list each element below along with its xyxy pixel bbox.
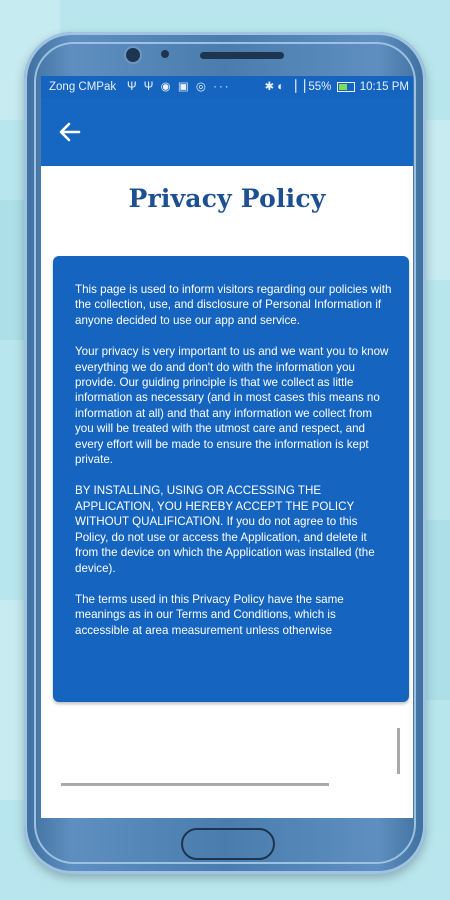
notification-icons: Ψ Ψ ◉ ▣ ◎ ··· xyxy=(127,81,231,93)
vertical-scrollbar[interactable] xyxy=(397,728,400,774)
battery-fill xyxy=(339,84,347,90)
earpiece-speaker xyxy=(200,52,284,59)
policy-paragraph: This page is used to inform visitors regarding our policies with the collection, use, and disclosure of Personal Information if anyone decided to use our app and service. xyxy=(75,283,392,327)
proximity-sensor xyxy=(161,50,169,58)
policy-paragraph: Your privacy is very important to us and we want you to know everything we do and don't do with the information you provide. Our guiding principle is that we collect as little information as necessary (and in most cases this means no information at all) and that any information we collect from you will be treated with the utmost care and respect, and every effort will be made to ensure the information is kept private. xyxy=(75,345,389,467)
status-bar xyxy=(41,76,413,98)
policy-paragraph: The terms used in this Privacy Policy have the same meanings as in our Terms and Conditions, which is accessible at area measurement unless otherwise xyxy=(75,592,344,637)
page-title: Privacy Policy xyxy=(128,184,326,213)
front-camera xyxy=(124,46,142,64)
battery-percent: 55% xyxy=(308,81,332,93)
app-bar xyxy=(41,98,413,166)
screen xyxy=(41,76,413,818)
clock: 10:15 PM xyxy=(359,81,409,93)
physical-home-button[interactable] xyxy=(181,828,275,860)
policy-text-scroll[interactable] xyxy=(75,282,393,682)
battery-icon xyxy=(337,82,355,92)
carrier-name: Zong CMPak xyxy=(49,81,117,93)
phone-frame xyxy=(24,32,426,874)
arrow-back-icon[interactable] xyxy=(59,122,81,142)
policy-paragraph: BY INSTALLING, USING OR ACCESSING THE APPLICATION, YOU HEREBY ACCEPT THE POLICY WITHOUT QUALIFICATION. If you do not agree to this Policy, do not use or access the Application, and delete it from the device on which the Application was installed (the device). xyxy=(75,484,375,575)
horizontal-scrollbar[interactable] xyxy=(61,783,329,786)
policy-card xyxy=(53,256,409,702)
status-right-group xyxy=(264,76,409,98)
signal-icons: ✱ ◐ ▕▕ xyxy=(264,81,306,93)
